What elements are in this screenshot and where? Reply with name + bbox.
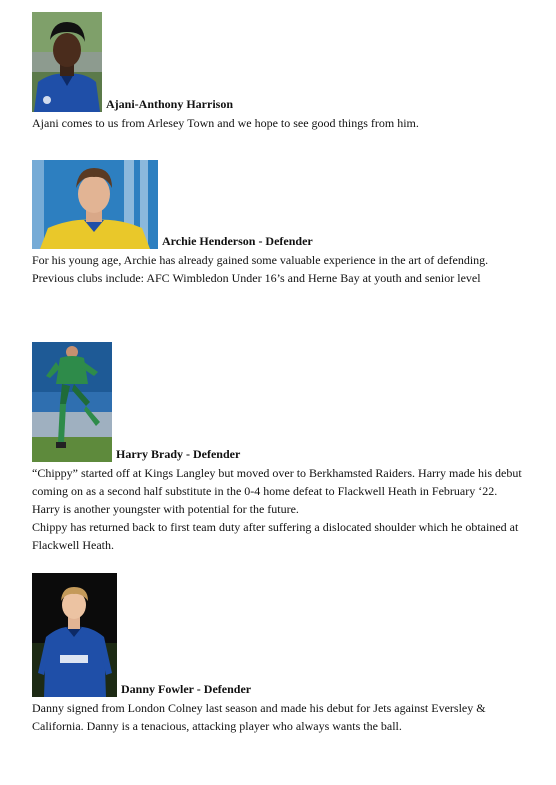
- player-profile-archie: [32, 160, 528, 287]
- player-profile-ajani: [32, 12, 528, 132]
- player-name: Harry Brady - Defender: [116, 447, 241, 461]
- player-name: Danny Fowler - Defender: [121, 682, 252, 696]
- player-profile-harry: [32, 342, 528, 554]
- bio-paragraph: Previous clubs include: AFC Wimbledon Under 16’s and Herne Bay at youth and senior level: [32, 271, 481, 285]
- bio-paragraph: For his young age, Archie has already gained some valuable experience in the art of defending.: [32, 253, 489, 267]
- player-bio: [32, 251, 528, 287]
- player-profile-danny: [32, 573, 528, 735]
- player-bio: [32, 464, 528, 554]
- bio-paragraph: Danny signed from London Colney last season and made his debut for Jets against Eversley & California. Danny is a tenacious, attacking player who always wants the ball.: [32, 701, 486, 733]
- player-name: Ajani-Anthony Harrison: [106, 97, 234, 111]
- player-photo-danny: [32, 573, 117, 697]
- player-bio: [32, 114, 528, 132]
- bio-paragraph: Ajani comes to us from Arlesey Town and we hope to see good things from him.: [32, 116, 419, 130]
- bio-paragraph: “Chippy” started off at Kings Langley but moved over to Berkhamsted Raiders. Harry made his debut coming on as a second half substitute in the 0-4 home defeat to Flackwell Heath in February ‘22. Harry is another youngster with potential for the future.: [32, 466, 522, 516]
- player-photo-archie: [32, 160, 158, 249]
- player-bio: [32, 699, 528, 735]
- player-name: Archie Henderson - Defender: [162, 234, 313, 248]
- bio-paragraph: Chippy has returned back to first team duty after suffering a dislocated shoulder which he obtained at Flackwell Heath.: [32, 520, 519, 552]
- player-photo-harry: [32, 342, 112, 462]
- player-photo-ajani: [32, 12, 102, 112]
